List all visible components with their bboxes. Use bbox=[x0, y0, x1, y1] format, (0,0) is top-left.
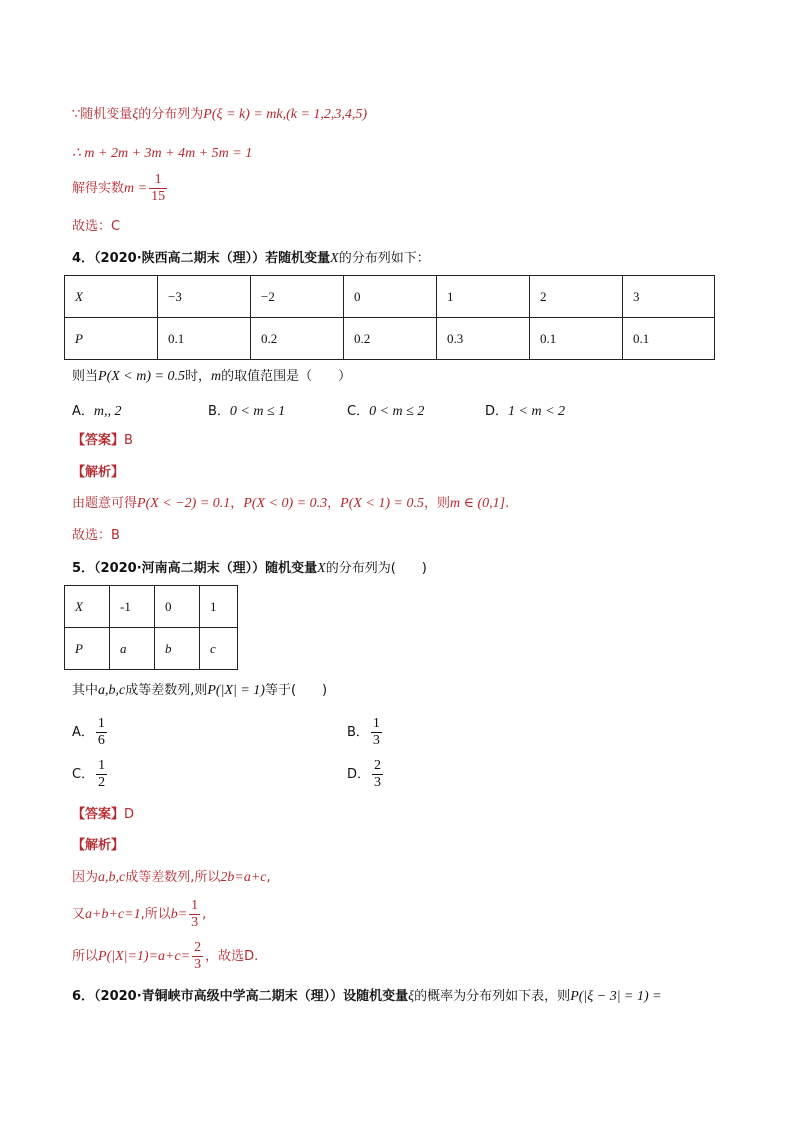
table-cell: −2 bbox=[251, 276, 344, 318]
table-row bbox=[65, 276, 715, 318]
text: 其中 bbox=[72, 683, 99, 698]
q6-stem bbox=[72, 988, 662, 1006]
q5-condition bbox=[72, 682, 327, 700]
option-label: A． bbox=[72, 404, 94, 419]
question-text: 的分布列为( ) bbox=[325, 561, 427, 576]
variable: X bbox=[317, 561, 326, 576]
fraction-numerator: 1 bbox=[372, 716, 380, 731]
q4-analysis-tag: 【解析】 bbox=[72, 465, 125, 480]
formula: P(|X|=1)=a+c= bbox=[98, 949, 191, 964]
fraction-numerator: 1 bbox=[97, 716, 105, 731]
q5-distribution-table bbox=[64, 585, 238, 670]
formula: P(X < 1) = 0.5 bbox=[340, 496, 424, 511]
text: 等于( ) bbox=[264, 683, 328, 698]
q5-stem bbox=[72, 560, 427, 578]
fraction bbox=[149, 172, 167, 205]
text: 成等差数列,则 bbox=[125, 683, 208, 698]
formula: b= bbox=[170, 907, 188, 922]
xi-symbol: ξ bbox=[408, 989, 415, 1004]
formula: P(|ξ − 3| = 1) = bbox=[570, 989, 662, 1004]
text: ， bbox=[327, 496, 341, 511]
table-cell: 3 bbox=[623, 276, 715, 318]
table-cell: 0 bbox=[344, 276, 437, 318]
table-cell: 0.1 bbox=[623, 318, 715, 360]
q4-option-d[interactable] bbox=[485, 400, 565, 420]
answer-tag: 【答案】 bbox=[72, 807, 125, 822]
table-cell: 0.1 bbox=[530, 318, 623, 360]
text: ，故选D. bbox=[205, 949, 259, 964]
text: ， bbox=[230, 496, 244, 511]
table-cell: 1 bbox=[200, 586, 238, 628]
option-label: C． bbox=[72, 767, 95, 782]
option-label: D． bbox=[485, 404, 509, 419]
q3-solution-line2 bbox=[72, 145, 252, 163]
q4-stem bbox=[72, 250, 430, 268]
q5-analysis-line1 bbox=[72, 869, 271, 887]
question-text: 4．（2020·陕西高二期末（理））若随机变量 bbox=[72, 251, 331, 266]
text: 因为 bbox=[72, 870, 99, 885]
option-text: m,, 2 bbox=[93, 404, 122, 419]
fraction bbox=[96, 716, 107, 749]
text: 的取值范围是（ ） bbox=[221, 369, 352, 384]
table-cell: P bbox=[65, 628, 110, 670]
formula: 2b=a+c bbox=[220, 870, 267, 885]
table-row bbox=[65, 586, 238, 628]
formula: P(X < −2) = 0.1 bbox=[137, 496, 231, 511]
formula: a,b,c bbox=[98, 683, 126, 698]
fraction bbox=[192, 940, 203, 973]
q5-answer bbox=[72, 806, 134, 824]
table-cell: c bbox=[200, 628, 238, 670]
q3-solution-line1 bbox=[72, 106, 367, 124]
option-label: A． bbox=[72, 725, 94, 740]
fraction-denominator: 15 bbox=[151, 189, 166, 204]
fraction-numerator: 1 bbox=[98, 758, 106, 773]
table-cell: 0.2 bbox=[344, 318, 437, 360]
text: 解得实数 bbox=[72, 181, 125, 196]
text: 所以 bbox=[72, 949, 99, 964]
formula: a,b,c bbox=[98, 870, 126, 885]
table-cell: X bbox=[65, 586, 110, 628]
option-label: C． bbox=[347, 404, 370, 419]
q4-answer bbox=[72, 432, 133, 450]
fraction-denominator: 2 bbox=[98, 775, 106, 790]
text: 的分布列为 bbox=[138, 107, 204, 122]
q5-option-b[interactable] bbox=[347, 716, 384, 749]
text: 时， bbox=[184, 369, 211, 384]
text: ,所以 bbox=[140, 907, 171, 922]
option-text: 0 < m ≤ 2 bbox=[369, 404, 425, 419]
text: ∵随机变量 bbox=[72, 107, 133, 122]
table-cell: a bbox=[110, 628, 155, 670]
q4-option-a[interactable] bbox=[72, 400, 122, 420]
table-cell: P bbox=[65, 318, 158, 360]
text: , bbox=[266, 870, 271, 885]
formula: P(X < m) = 0.5 bbox=[98, 369, 185, 384]
q3-solution-line3 bbox=[72, 172, 169, 205]
formula: m ∈ (0,1] bbox=[450, 496, 506, 511]
q3-choice: 故选：C bbox=[72, 219, 121, 234]
q4-option-c[interactable] bbox=[347, 400, 424, 420]
fraction bbox=[371, 716, 382, 749]
q4-distribution-table bbox=[64, 275, 715, 360]
q5-analysis-line2 bbox=[72, 898, 206, 931]
fraction-numerator: 2 bbox=[194, 940, 202, 955]
fraction bbox=[189, 898, 200, 931]
table-cell: 2 bbox=[530, 276, 623, 318]
q5-analysis-tag: 【解析】 bbox=[72, 838, 125, 853]
q4-choice: 故选：B bbox=[72, 528, 120, 543]
xi-symbol: ξ bbox=[132, 107, 139, 122]
question-text: 6．（2020·青铜峡市高级中学高二期末（理））设随机变量 bbox=[72, 989, 409, 1004]
fraction-denominator: 3 bbox=[374, 775, 382, 790]
table-cell: 0.2 bbox=[251, 318, 344, 360]
text: 又 bbox=[72, 907, 86, 922]
table-row bbox=[65, 628, 238, 670]
q4-analysis bbox=[72, 495, 509, 513]
formula: P(X < 0) = 0.3 bbox=[243, 496, 328, 511]
formula: m = bbox=[124, 181, 148, 196]
option-label: B． bbox=[208, 404, 230, 419]
question-text: 的分布列如下： bbox=[338, 251, 430, 266]
fraction bbox=[372, 758, 383, 791]
answer-tag: 【答案】 bbox=[72, 433, 125, 448]
q5-option-a[interactable] bbox=[72, 716, 109, 749]
table-cell: -1 bbox=[110, 586, 155, 628]
fraction-denominator: 3 bbox=[191, 915, 199, 930]
question-text: 5．（2020·河南高二期末（理））随机变量 bbox=[72, 561, 318, 576]
q5-analysis-line3 bbox=[72, 940, 258, 973]
text: ，则 bbox=[423, 496, 450, 511]
fraction bbox=[96, 758, 107, 791]
table-cell: −3 bbox=[158, 276, 251, 318]
variable: X bbox=[330, 251, 339, 266]
formula: P(|X| = 1) bbox=[207, 683, 265, 698]
table-row bbox=[65, 318, 715, 360]
table-cell: 0 bbox=[155, 586, 200, 628]
formula: a+b+c=1 bbox=[85, 907, 141, 922]
q4-option-b[interactable] bbox=[208, 400, 285, 420]
question-text: 的概率为分布列如下表，则 bbox=[414, 989, 571, 1004]
text: 由题意可得 bbox=[72, 496, 138, 511]
variable: m bbox=[210, 369, 222, 384]
formula: P(ξ = k) = mk,(k = 1,2,3,4,5) bbox=[203, 107, 368, 122]
table-cell: X bbox=[65, 276, 158, 318]
q5-option-c[interactable] bbox=[72, 758, 109, 791]
table-cell: 0.3 bbox=[437, 318, 530, 360]
q5-option-d[interactable] bbox=[347, 758, 385, 791]
option-text: 0 < m ≤ 1 bbox=[229, 404, 286, 419]
table-cell: 0.1 bbox=[158, 318, 251, 360]
table-cell: b bbox=[155, 628, 200, 670]
table-cell: 1 bbox=[437, 276, 530, 318]
fraction-numerator: 1 bbox=[154, 172, 162, 187]
fraction-numerator: 2 bbox=[374, 758, 382, 773]
q4-condition bbox=[72, 368, 351, 386]
option-label: B． bbox=[347, 725, 369, 740]
text: , bbox=[202, 907, 207, 922]
fraction-denominator: 3 bbox=[372, 733, 380, 748]
option-label: D． bbox=[347, 767, 371, 782]
fraction-denominator: 3 bbox=[194, 957, 202, 972]
answer-value: D bbox=[124, 807, 135, 822]
option-text: 1 < m < 2 bbox=[508, 404, 566, 419]
fraction-denominator: 6 bbox=[97, 733, 105, 748]
fraction-numerator: 1 bbox=[191, 898, 199, 913]
text: 成等差数列,所以 bbox=[125, 870, 221, 885]
answer-value: B bbox=[124, 433, 133, 448]
text: 则当 bbox=[72, 369, 99, 384]
text: . bbox=[505, 496, 510, 511]
formula: ∴ m + 2m + 3m + 4m + 5m = 1 bbox=[72, 146, 253, 161]
